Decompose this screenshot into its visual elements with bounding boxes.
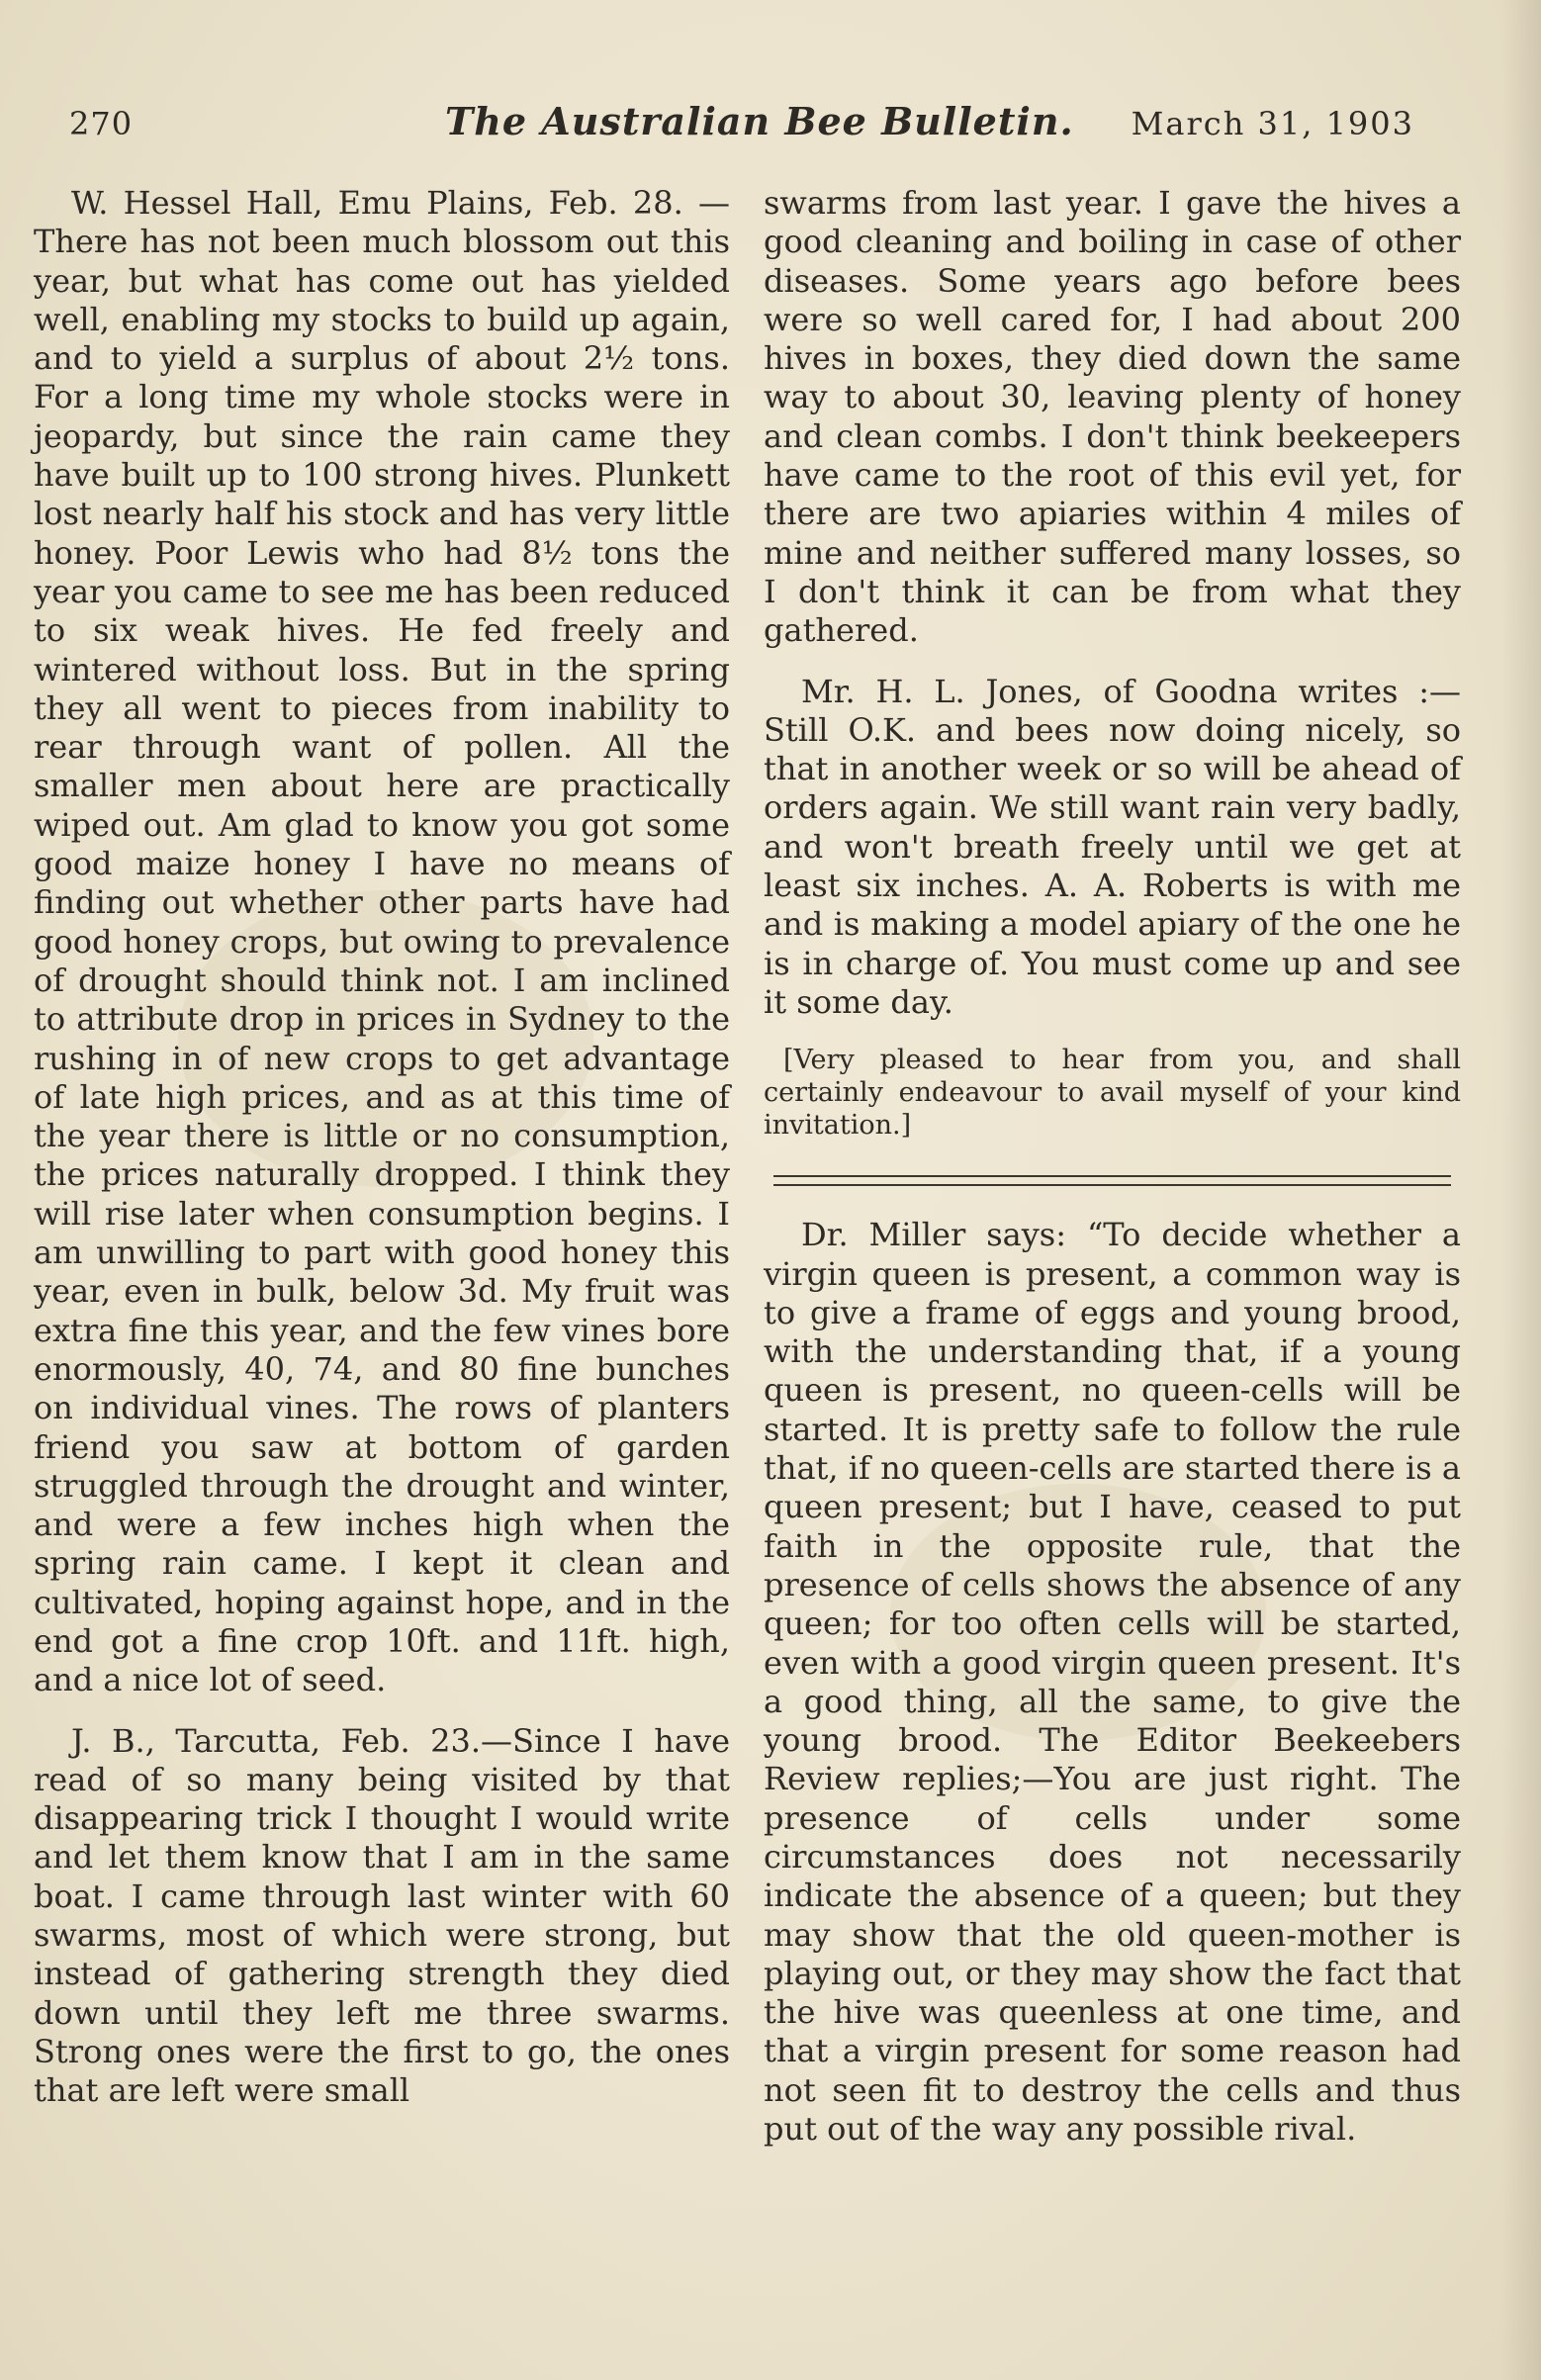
page-number: 270 <box>69 105 134 142</box>
page-header <box>59 99 1424 158</box>
issue-date: March 31, 1903 <box>1131 105 1414 142</box>
jb-letter: J. B., Tarcutta, Feb. 23.—Since I have read of so many being visited by that disappearing trick I thought I would write and let them know that I am in the same boat. I came through last winter with 60 swarms, most of which were strong, but instead of gathering strength they died down until they left me three swarms. Strong ones were the first to go, the ones that are left were small <box>34 1721 730 2110</box>
page-edge-shadow <box>1501 0 1541 2380</box>
miller-article: Dr. Miller says: “To decide whether a virgin queen is present, a common way is to give a frame of eggs and young brood, with the understanding that, if a young queen is present, no queen-cells will be started. It is pretty safe to follow the rule that, if no queen-cells are started there is a queen present; but I have, ceased to put faith in the opposite rule, that the presence of cells shows the absence of any queen; for too often cells will be started, even with a good virgin queen present. It's a good thing, all the same, to give the young brood. The Editor Beekeebers Review replies;—You are just right. The presence of cells under some circumstances does not necessarily indicate the absence of a queen; but they may show that the old queen-mother is playing out, or they may show the fact that the hive was queenless at one time, and that a virgin present for some reason had not seen fit to destroy the cells and thus put out of the way any possible rival. <box>764 1216 1461 2149</box>
right-column <box>764 184 1461 2149</box>
hall-letter: W. Hessel Hall, Emu Plains, Feb. 28. —There has not been much blossom out this year, but what has come out has yielded well, enabling my stocks to build up again, and to yield a surplus of about 2½ tons. For a long time my whole stocks were in jeopardy, but since the rain came they have built up to 100 strong hives. Plunkett lost nearly half his stock and has very little honey. Poor Lewis who had 8½ tons the year you came to see me has been reduced to six weak hives. He fed freely and wintered without loss. But in the spring they all went to pieces from inability to rear through want of pollen. All the smaller men about here are practically wiped out. Am glad to know you got some good maize honey I have no means of finding out whether other parts have had good honey crops, but owing to prevalence of drought should think not. I am inclined to attribute drop in prices in Sydney to the rushing in of new crops to get advantage of late high prices, and as at this time of the year there is little or no consumption, the prices naturally dropped. I think they will rise later when consumption begins. I am unwilling to part with good honey this year, even in bulk, below 3d. My fruit was extra fine this year, and the few vines bore enormously, 40, 74, and 80 fine bunches on individual vines. The rows of planters friend you saw at bottom of garden struggled through the drought and winter, and were a few inches high when the spring rain came. I kept it clean and cultivated, hoping against hope, and in the end got a fine crop 10ft. and 11ft. high, and a nice lot of seed. <box>34 184 730 1699</box>
journal-title: The Australian Bee Bulletin. <box>445 99 1074 143</box>
left-column <box>34 184 730 2111</box>
editor-note: [Very pleased to hear from you, and shall certainly endeavour to avail myself of your kind invitation.] <box>764 1045 1461 1142</box>
section-divider <box>773 1175 1451 1186</box>
jones-letter: Mr. H. L. Jones, of Goodna writes :— Still O.K. and bees now doing nicely, so that in another week or so will be ahead of orders again. We still want rain very badly, and won't breath freely until we get at least six inches. A. A. Roberts is with me and is making a model apiary of the one he is in charge of. You must come up and see it some day. <box>764 672 1461 1021</box>
jb-letter-continuation: swarms from last year. I gave the hives a good cleaning and boiling in case of other diseases. Some years ago before bees were so well cared for, I had about 200 hives in boxes, they died down the same way to about 30, leaving plenty of honey and clean combs. I don't think beekeepers have came to the root of this evil yet, for there are two apiaries within 4 miles of mine and neither suffered many losses, so I don't think it can be from what they gathered. <box>764 184 1461 650</box>
